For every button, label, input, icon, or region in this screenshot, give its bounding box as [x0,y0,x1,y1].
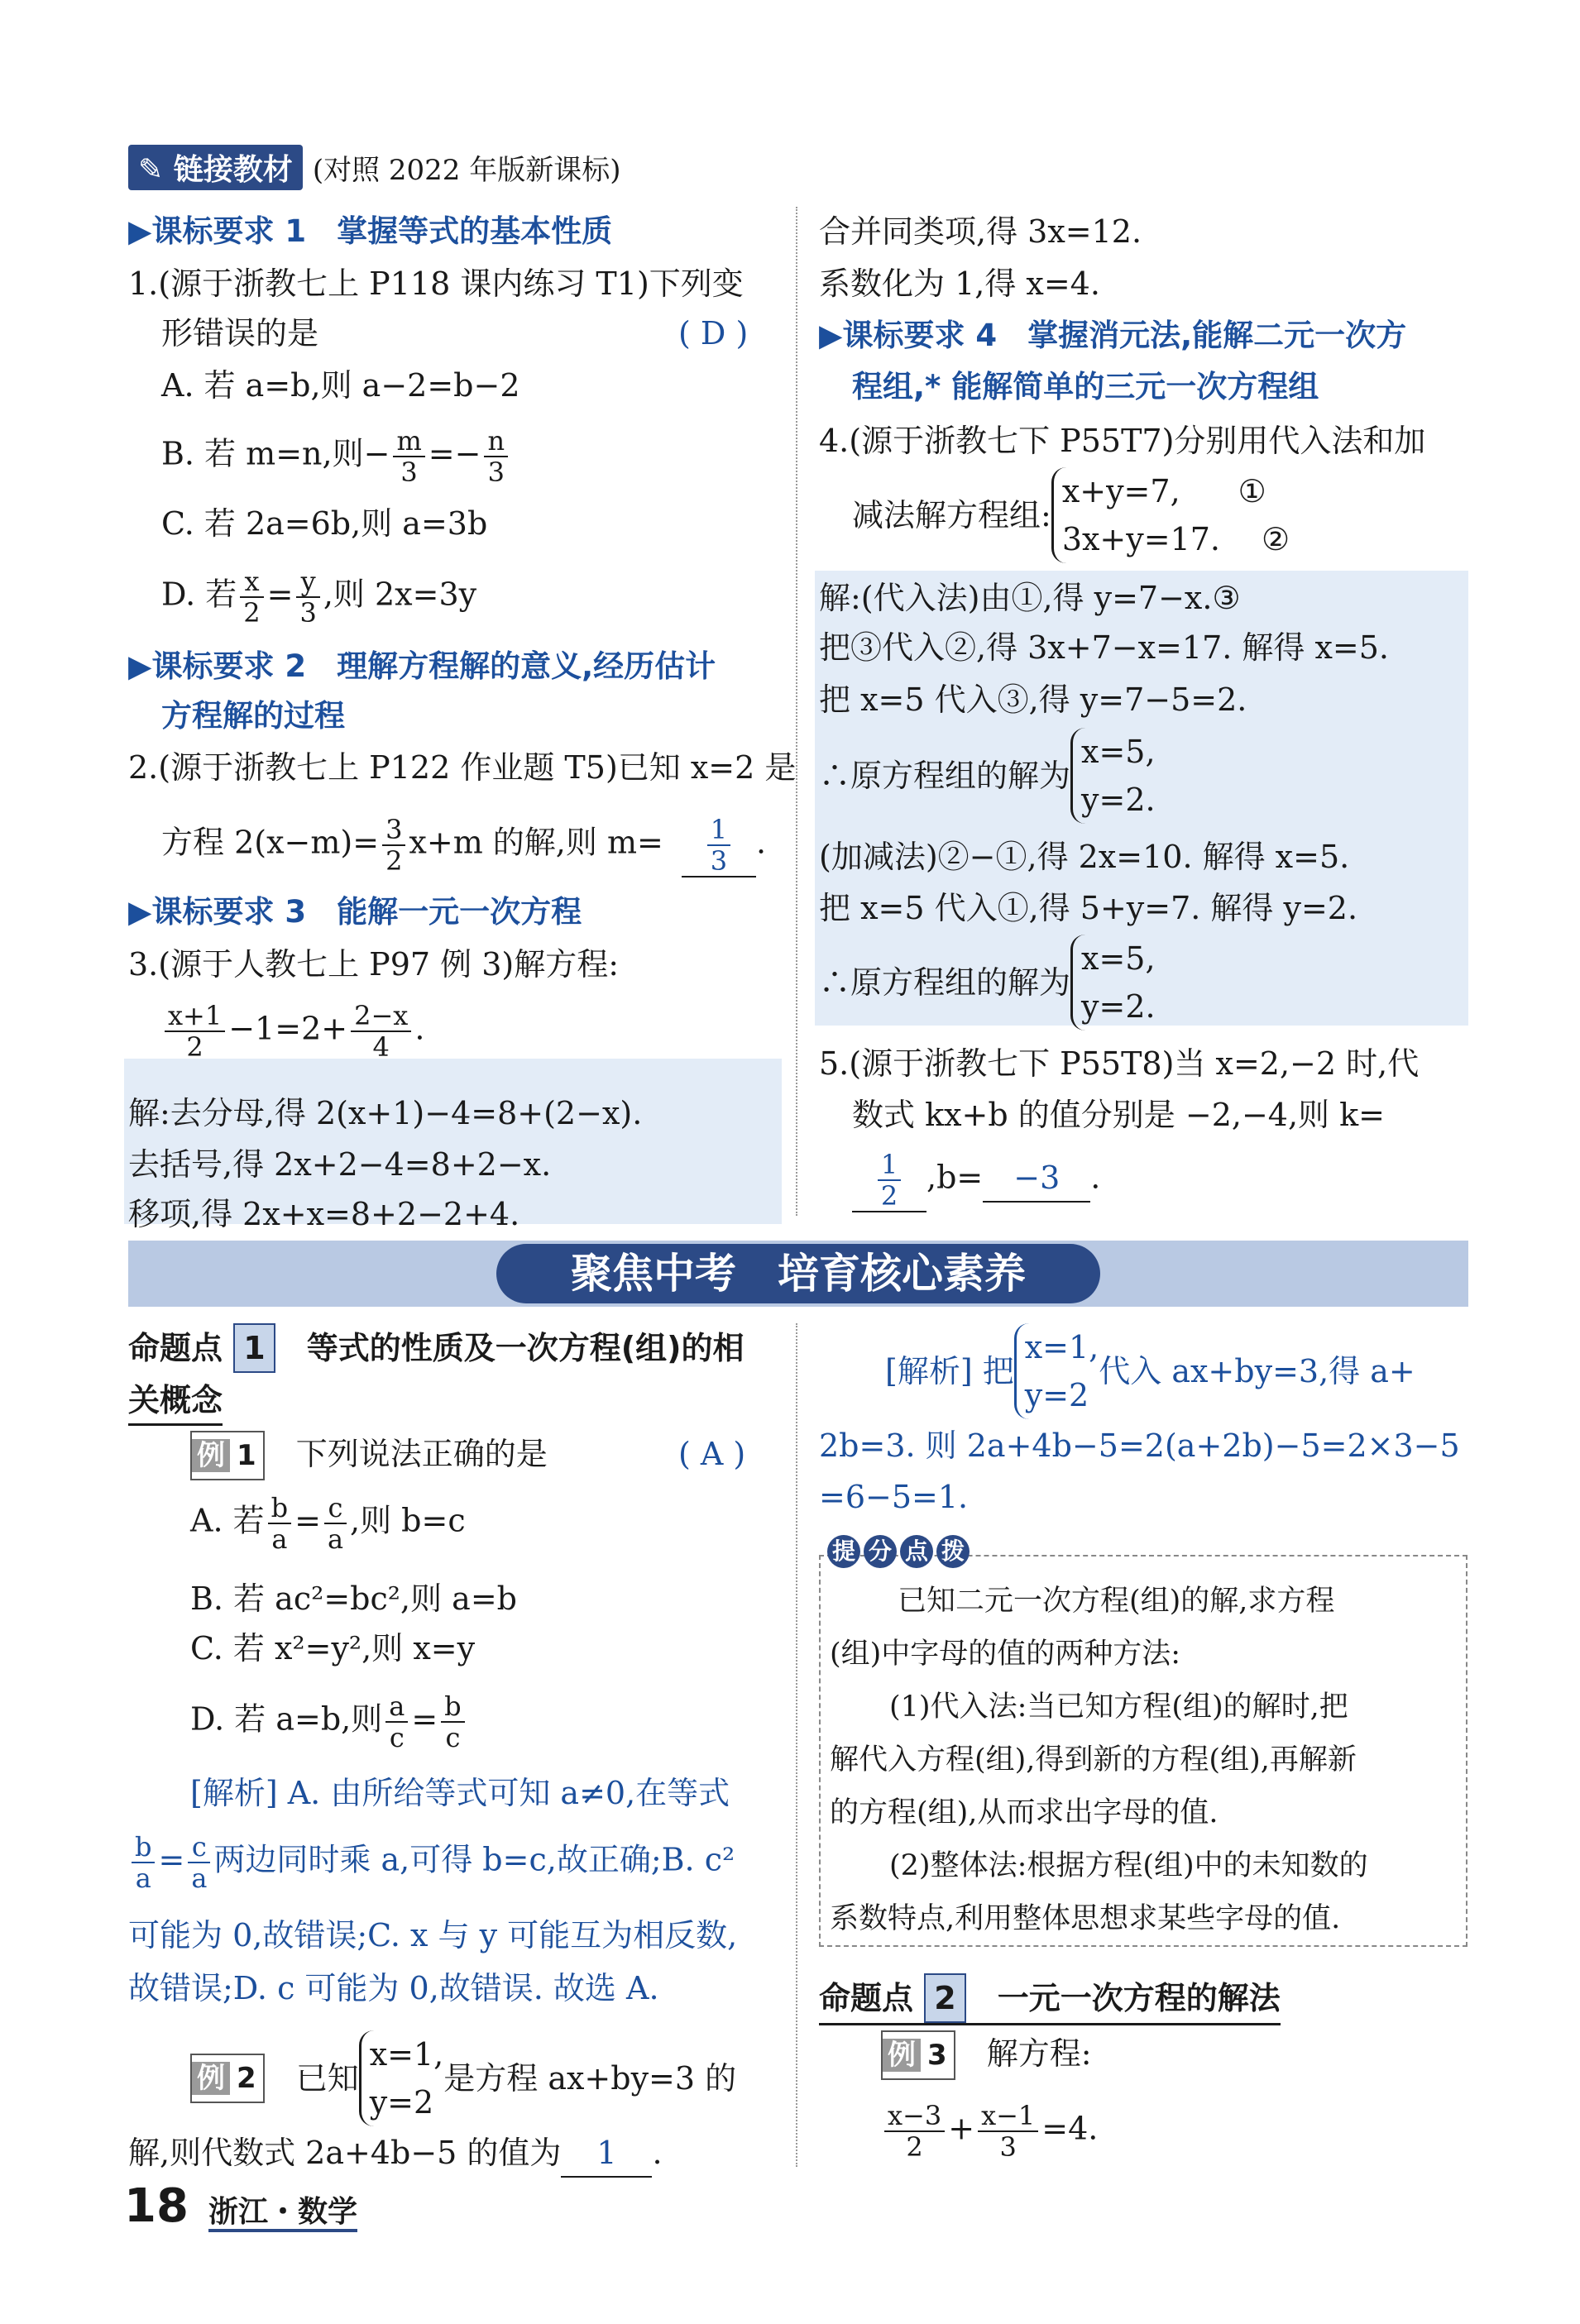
q1-option-c: C. 若 2a=6b,则 a=3b [161,505,488,542]
example-1-option-d: D. 若 a=b,则 $\frac{a}{c}$ = $\frac{b}{c}$ [190,1691,468,1753]
q4-solution-4: ∴原方程组的解为 x=5, y=2. [819,728,1156,824]
q4-solution-1: 解:(代入法)由①,得 y=7−x.③ [819,580,1241,616]
footer-label: 浙江・数学 [208,2195,357,2232]
requirement-4-line1: ▶课标要求 4 掌握消元法,能解二元一次方 [819,318,1407,353]
requirement-2-line2: 方程解的过程 [161,698,345,734]
example-3-equation: $\frac{x-3}{2}$ + $\frac{x-1}{3}$ =4. [881,2101,1098,2162]
footer [124,2179,357,2233]
example-1-analysis-3: 可能为 0,故错误;C. x 与 y 可能互为相反数, [128,1917,738,1953]
q3-solution-5: 系数化为 1,得 x=4. [819,265,1100,302]
section-banner-title: 聚焦中考 培育核心素养 [496,1244,1100,1303]
requirement-4-line2: 程组,* 能解简单的三元一次方程组 [852,369,1319,404]
tips-char: 分 [864,1535,897,1568]
example-3: 例 3 解方程: [881,2030,1092,2080]
tips-char: 提 [827,1535,860,1568]
column-divider-lower [796,1323,797,2167]
tip-line-5: 的方程(组),从而求出字母的值. [830,1796,1219,1829]
example-1-analysis-1: [解析] A. 由所给等式可知 a≠0,在等式 [190,1775,730,1811]
column-divider-upper [796,207,797,1216]
q1-option-a: A. 若 a=b,则 a−2=b−2 [161,367,520,404]
topic-2-heading: 命题点 2 一元一次方程的解法 [819,1973,1281,2025]
q4-solution-5: (加减法)②−①,得 2x=10. 解得 x=5. [819,839,1350,875]
header-note: (对照 2022 年版新课标) [312,154,621,187]
q3-stem: 3.(源于人教七上 P97 例 3)解方程: [128,946,620,983]
example-1-option-c: C. 若 x²=y²,则 x=y [190,1630,476,1666]
q3-solution-3: 移项,得 2x+x=8+2−2+4. [128,1196,520,1232]
q1-option-d: D. 若 $\frac{x}{2}$ = $\frac{y}{3}$ ,则 2x=3y [161,566,477,629]
tip-line-3: (1)代入法:当已知方程(组)的解时,把 [889,1690,1348,1724]
q4-stem-1: 4.(源于浙教七下 P55T7)分别用代入法和加 [819,423,1426,459]
tips-char: 拨 [936,1535,970,1568]
tips-char: 点 [900,1535,933,1568]
header [128,145,620,190]
example-2-line-2: 解,则代数式 2a+4b−5 的值为 1 . [128,2130,663,2178]
q1-stem-2: 形错误的是 [161,315,319,351]
link-textbook-badge: ✎ 链接教材 [128,145,303,190]
q4-solution-2: 把③代入②,得 3x+7−x=17. 解得 x=5. [819,629,1390,666]
example-1-option-b: B. 若 ac²=bc²,则 a=b [190,1580,517,1617]
q1-answer: ( D ) [678,315,749,351]
example-1-answer: ( A ) [678,1436,746,1472]
q4-system: 减法解方程组: x+y=7, ① 3x+y=17. ② [852,467,1290,563]
section-banner [128,1241,1468,1307]
q5-stem-2: 数式 kx+b 的值分别是 −2,−4,则 k= [852,1097,1385,1133]
tip-line-4: 解代入方程(组),得到新的方程(组),再解新 [830,1743,1357,1776]
tip-line-6: (2)整体法:根据方程(组)中的未知数的 [889,1849,1368,1882]
tips-badge [827,1530,970,1568]
q1-stem-1: 1.(源于浙教七上 P118 课内练习 T1)下列变 [128,265,744,302]
q2-stem-2: 方程 2(x−m)= $\frac{3}{2}$ x+m 的解,则 m= $\frac{1}{3}$ . [161,814,767,877]
requirement-3: ▶课标要求 3 能解一元一次方程 [128,894,582,930]
q4-solution-6: 把 x=5 代入①,得 5+y=7. 解得 y=2. [819,890,1358,926]
topic-1-heading-2: 关概念 [128,1377,223,1426]
q5-stem-1: 5.(源于浙教七下 P55T8)当 x=2,−2 时,代 [819,1045,1420,1082]
q3-solution-4: 合并同类项,得 3x=12. [819,213,1142,250]
tip-line-1: 已知二元一次方程(组)的解,求方程 [898,1585,1335,1618]
example-1-option-a: A. 若 $\frac{b}{a}$ = $\frac{c}{a}$ ,则 b=c [190,1492,466,1555]
q2-stem-1: 2.(源于浙教七上 P122 作业题 T5)已知 x=2 是 [128,749,797,786]
example-2-analysis-1: [解析] 把 x=1, y=2 代入 ax+by=3,得 a+ [885,1323,1415,1419]
q5-answers: $\frac{1}{2}$ ,b= −3 . [852,1150,1100,1212]
q3-equation: $\frac{x+1}{2}$ −1=2+ $\frac{2-x}{4}$ . [161,1001,424,1062]
page-number: 18 [124,2179,189,2233]
q3-solution-2: 去括号,得 2x+2−4=8+2−x. [128,1146,552,1183]
q4-solution-3: 把 x=5 代入③,得 y=7−5=2. [819,681,1247,718]
example-1: 例 1 下列说法正确的是 [190,1431,548,1480]
requirement-2-line1: ▶课标要求 2 理解方程解的意义,经历估计 [128,648,716,684]
topic-1-heading-1: 命题点 1 等式的性质及一次方程(组)的相 [128,1323,744,1373]
tip-line-7: 系数特点,利用整体思想求某些字母的值. [830,1902,1341,1935]
requirement-1: ▶课标要求 1 掌握等式的基本性质 [128,213,613,249]
q4-solution-7: ∴原方程组的解为 x=5, y=2. [819,935,1156,1030]
example-1-analysis-4: 故错误;D. c 可能为 0,故错误. 故选 A. [128,1970,659,2006]
example-1-analysis-2: $\frac{b}{a}$ = $\frac{c}{a}$ 两边同时乘 a,可得 b=c,故正确;B. c² [128,1832,735,1893]
q3-solution-1: 解:去分母,得 2(x+1)−4=8+(2−x). [128,1095,643,1131]
example-2: 例 2 已知 x=1, y=2 是方程 ax+by=3 的 [190,2030,736,2126]
example-2-analysis-3: =6−5=1. [819,1479,969,1515]
tip-line-2: (组)中字母的值的两种方法: [830,1638,1181,1671]
q1-option-b: B. 若 m=n,则− $\frac{m}{3}$ =− $\frac{n}{3}$ [161,426,511,487]
example-2-analysis-2: 2b=3. 则 2a+4b−5=2(a+2b)−5=2×3−5 [819,1427,1460,1464]
